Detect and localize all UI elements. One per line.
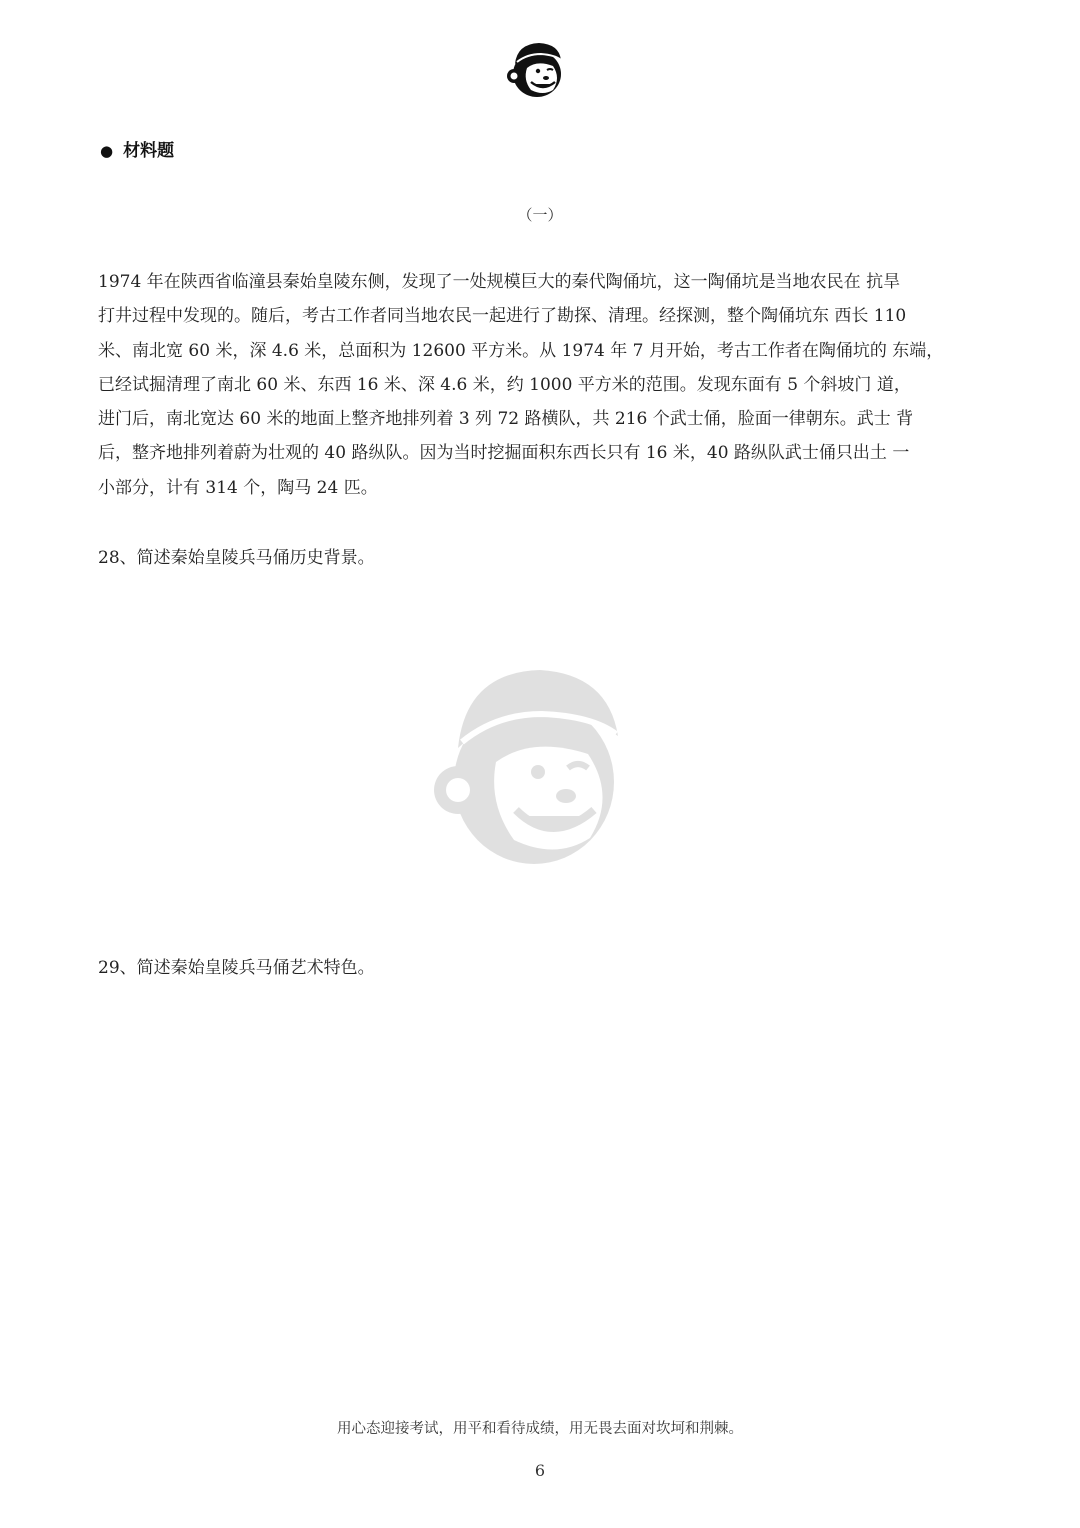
question-28: 28、简述秦始皇陵兵马俑历史背景。: [98, 548, 375, 568]
material-number: （一）: [517, 206, 563, 224]
material-line: 后，整齐地排列着蔚为壮观的 40 路纵队。因为当时挖掘面积东西长只有 16 米，40 路纵队武士俑只出土 一: [98, 443, 910, 464]
section-title: 材料题: [123, 141, 175, 161]
material-line: 打井过程中发现的。随后，考古工作者同当地农民一起进行了勘探、清理。经探测，整个陶俑坑东 西长 110: [98, 306, 907, 327]
footer-motto: 用心态迎接考试，用平和看待成绩，用无畏去面对坎坷和荆棘。: [337, 1421, 743, 1437]
material-line: 进门后，南北宽达 60 米的地面上整齐地排列着 3 列 72 路横队，共 216 个武士俑，脸面一律朝东。武士 背: [98, 409, 914, 430]
material-line: 已经试掘清理了南北 60 米、东西 16 米、深 4.6 米，约 1000 平方米的范围。发现东面有 5 个斜坡门 道，: [98, 374, 911, 395]
material-line: 1974 年在陕西省临潼县秦始皇陵东侧，发现了一处规模巨大的秦代陶俑坑，这一陶俑坑是当地农民在 抗旱: [98, 272, 901, 292]
material-line: 米、南北宽 60 米，深 4.6 米，总面积为 12600 平方米。从 1974 年 7 月开始，考古工作者在陶俑坑的 东端，: [98, 340, 944, 361]
material-line: 小部分，计有 314 个，陶马 24 匹。: [98, 477, 378, 498]
section-heading: [100, 136, 174, 161]
bullet-icon: ●: [100, 142, 114, 160]
material-paragraph: [98, 265, 984, 505]
page-number: 6: [534, 1461, 546, 1480]
monkey-mascot-icon: [505, 38, 569, 100]
question-29: 29、简述秦始皇陵兵马俑艺术特色。: [98, 958, 375, 978]
monkey-mascot-watermark-icon: [432, 662, 632, 872]
